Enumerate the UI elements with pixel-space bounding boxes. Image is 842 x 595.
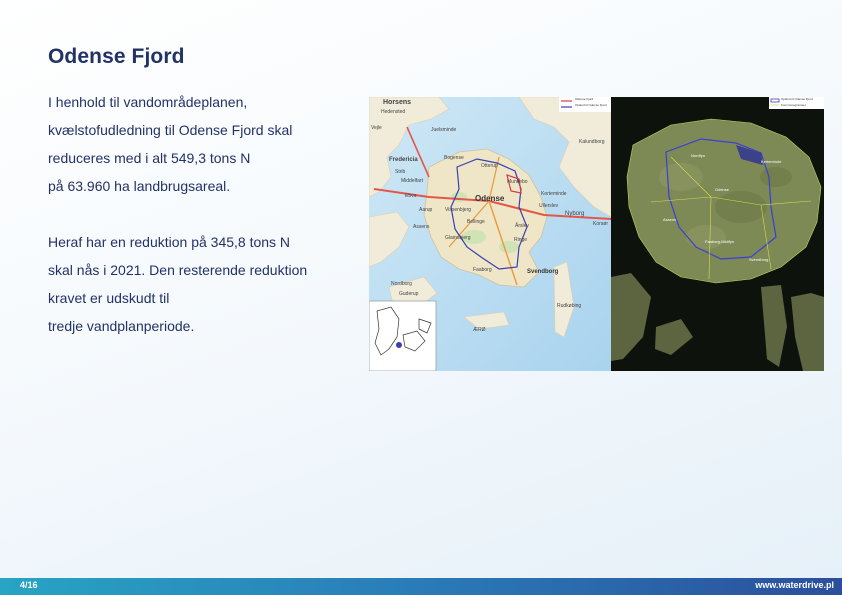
place-label: Ullerslev (539, 203, 559, 209)
place-label: Juelsminde (431, 127, 457, 133)
place-label: Glamsbjerg (445, 235, 471, 241)
place-label: Bellinge (467, 219, 485, 225)
legend-label: Kommunegrænser (781, 103, 806, 107)
funen-road-map (369, 97, 611, 371)
body-line: kravet er udskudt til (48, 290, 170, 306)
place-label: Bogense (444, 155, 464, 161)
place-label: Nyborg (565, 211, 585, 217)
place-label: Otterup (481, 163, 498, 169)
place-label: ÆRØ (473, 327, 486, 333)
body-line: skal nås i 2021. Den resterende reduktion (48, 262, 308, 278)
road-map-svg (369, 97, 611, 371)
funen-satellite-map (611, 97, 824, 371)
area-label: Faaborg-Midtfyn (705, 239, 735, 244)
slide-body (48, 88, 348, 340)
legend-label: Odense Fjord (575, 97, 594, 101)
place-label: Aarup (419, 207, 433, 213)
place-label: Nordborg (391, 281, 412, 287)
place-label: Faaborg (473, 267, 492, 273)
place-label: Årslev (515, 223, 529, 229)
place-label: Ringe (514, 237, 528, 243)
place-label: Svendborg (527, 269, 559, 275)
legend-label: Opland til Odense Fjord (575, 103, 607, 107)
place-label: Hedensted (381, 109, 406, 115)
area-label: Assens (663, 217, 677, 222)
area-label: Svendborg (749, 257, 769, 262)
satellite-map-svg (611, 97, 824, 371)
body-line: Heraf har en reduktion på 345,8 tons N (48, 234, 291, 250)
legend-label: Opland til Odense Fjord (781, 97, 813, 101)
place-label: Assens (413, 224, 430, 230)
body-line: på 63.960 ha landbrugsareal. (48, 178, 231, 194)
place-label: Vissenbjerg (445, 207, 472, 213)
area-label: Nordfyn (691, 153, 706, 158)
place-label: Ebva (405, 193, 417, 199)
paragraph-gap (48, 200, 348, 228)
body-line: reduceres med i alt 549,3 tons N (48, 150, 251, 166)
page-number: 4/16 (20, 580, 38, 590)
footer-url[interactable]: www.waterdrive.pl (755, 580, 834, 590)
place-label: Rudkøbing (557, 303, 582, 309)
area-label: Odense (715, 187, 730, 192)
footer-bar (0, 578, 842, 595)
place-label: Munkebo (507, 179, 528, 185)
slide-title: Odense Fjord (48, 45, 185, 68)
place-label: Guderup (399, 291, 419, 297)
body-line: kvælstofudledning til Odense Fjord skal (48, 122, 293, 138)
place-label: Horsens (383, 99, 412, 106)
body-line: tredje vandplanperiode. (48, 318, 195, 334)
place-label: Kerteminde (541, 191, 567, 197)
place-label: Kalundborg (579, 139, 605, 145)
place-label: Vejle (371, 125, 382, 131)
body-line: I henhold til vandområdeplanen, (48, 94, 248, 110)
place-label: Fredericia (389, 157, 418, 163)
place-label: Middelfart (401, 178, 423, 184)
place-label: Strib (395, 169, 406, 175)
place-label: Odense (475, 194, 505, 203)
place-label: Korsør (593, 221, 608, 227)
area-label: Kerteminde (761, 159, 782, 164)
